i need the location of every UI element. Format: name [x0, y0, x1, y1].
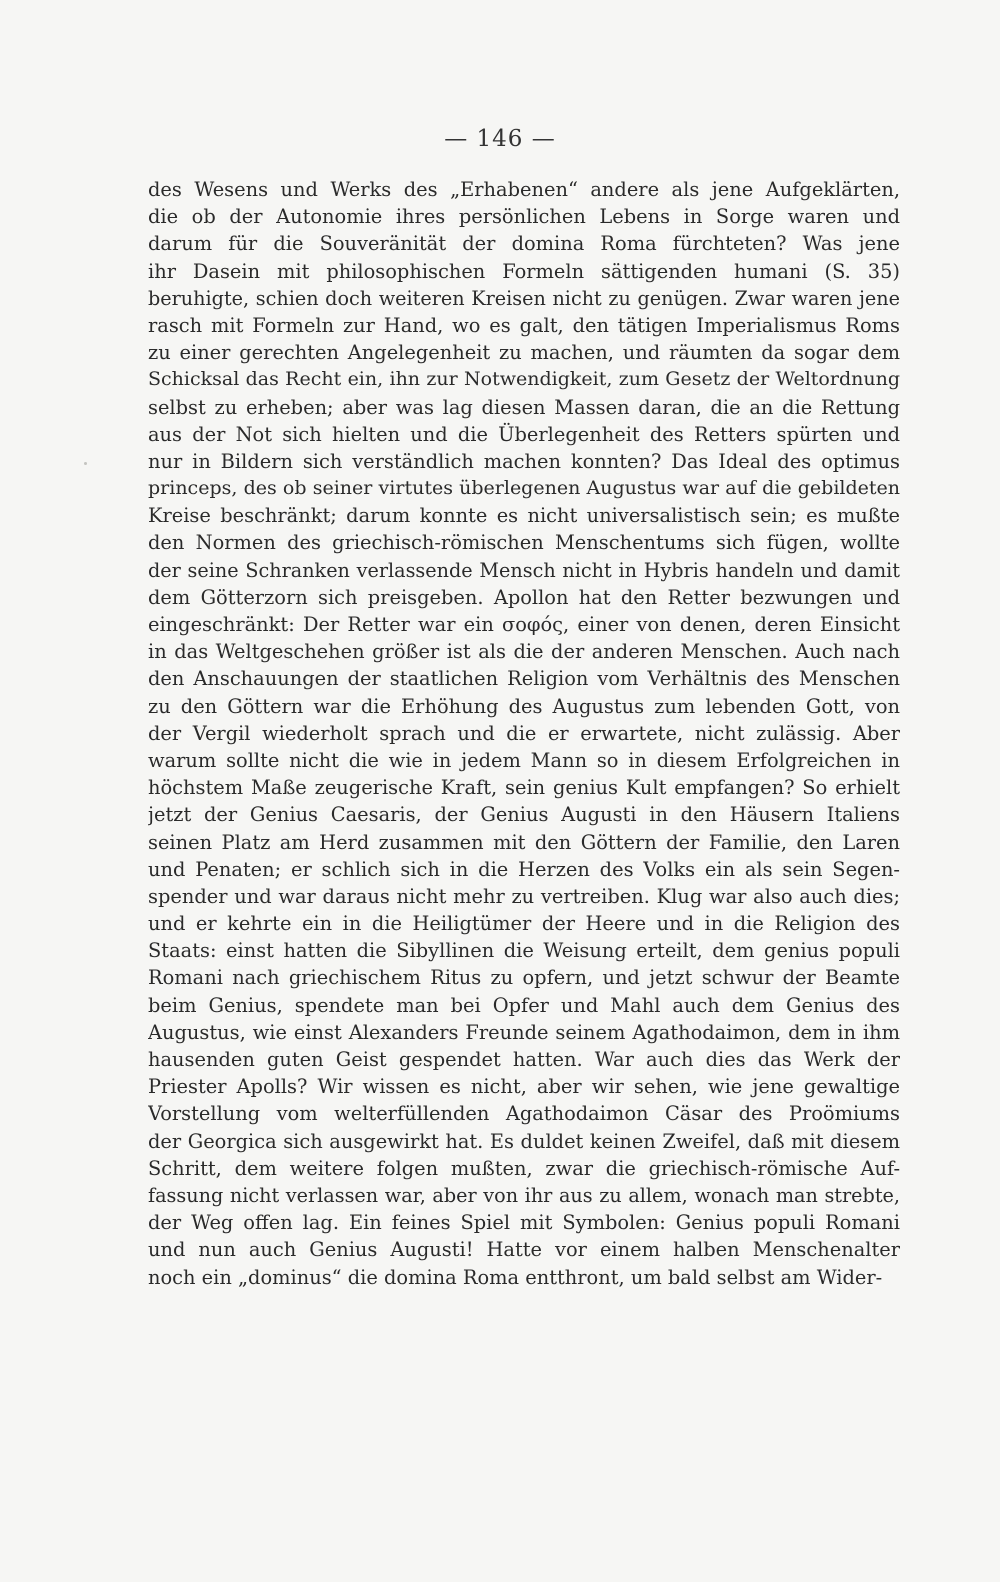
text-line: hausenden guten Geist gespendet hatten. War auch dies das Werk der [148, 1048, 900, 1071]
text-line: der Weg offen lag. Ein feines Spiel mit Symbolen: Genius populi Romani [148, 1211, 900, 1235]
text-line: beruhigte, schien doch weiteren Kreisen nicht zu genügen. Zwar waren jene [148, 286, 900, 310]
scan-speck [84, 462, 87, 465]
text-line: und Penaten; er schlich sich in die Herzen des Volks ein als sein Segen- [148, 857, 900, 881]
text-line: eingeschränkt: Der Retter war ein σοφός, einer von denen, deren Einsicht [148, 613, 900, 636]
text-line: selbst zu erheben; aber was lag diesen Massen daran, die an die Rettung [148, 395, 900, 419]
text-line: und er kehrte ein in die Heiligtümer der Heere und in die Religion des [148, 912, 900, 936]
text-line: fassung nicht verlassen war, aber von ihr aus zu allem, wonach man strebte, [148, 1183, 900, 1207]
text-line: dem Götterzorn sich preisgeben. Apollon hat den Retter bezwungen und [148, 585, 900, 609]
text-line: Romani nach griechischem Ritus zu opfern, und jetzt schwur der Beamte [148, 966, 900, 990]
text-line: nur in Bildern sich verständlich machen konnten? Das Ideal des optimus [148, 449, 900, 473]
text-line: und nun auch Genius Augusti! Hatte vor einem halben Menschenalter [148, 1238, 900, 1262]
text-line: Augustus, wie einst Alexanders Freunde seinem Agathodaimon, dem in ihm [148, 1020, 900, 1044]
text-line: der Georgica sich ausgewirkt hat. Es duldet keinen Zweifel, daß mit diesem [148, 1129, 900, 1153]
text-line: die ob der Autonomie ihres persönlichen Lebens in Sorge waren und [148, 205, 900, 229]
text-line: darum für die Souveränität der domina Roma fürchteten? Was jene [148, 232, 900, 256]
text-line: zu den Göttern war die Erhöhung des Augustus zum lebenden Gott, von [148, 694, 900, 718]
text-line: den Anschauungen der staatlichen Religion vom Verhältnis des Menschen [148, 667, 900, 691]
text-line: höchstem Maße zeugerische Kraft, sein genius Kult empfangen? So erhielt [148, 776, 900, 800]
text-line: des Wesens und Werks des „Erhabenen“ andere als jene Aufgeklärten, [148, 178, 900, 201]
text-line: jetzt der Genius Caesaris, der Genius Augusti in den Häusern Italiens [148, 803, 900, 827]
text-line: beim Genius, spendete man bei Opfer und Mahl auch dem Genius des [148, 993, 900, 1017]
text-line: Schicksal das Recht ein, ihn zur Notwendigkeit, zum Gesetz der Weltordnung [148, 368, 900, 391]
text-line: rasch mit Formeln zur Hand, wo es galt, den tätigen Imperialismus Roms [148, 313, 900, 337]
text-line: aus der Not sich hielten und die Überlegenheit des Retters spürten und [148, 422, 900, 446]
text-line: seinen Platz am Herd zusammen mit den Göttern der Familie, den Laren [148, 830, 900, 854]
text-line: princeps, des ob seiner virtutes überlegenen Augustus war auf die gebildeten [148, 477, 900, 500]
text-line: warum sollte nicht die wie in jedem Mann so in diesem Erfolgreichen in [148, 748, 900, 772]
text-line: in das Weltgeschehen größer ist als die der anderen Menschen. Auch nach [148, 640, 900, 664]
text-line: der Vergil wiederholt sprach und die er erwartete, nicht zulässig. Aber [148, 721, 900, 745]
text-line: noch ein „dominus“ die domina Roma entthront, um bald selbst am Wider- [148, 1265, 883, 1289]
text-line: Kreise beschränkt; darum konnte es nicht universalistisch sein; es mußte [148, 504, 900, 528]
text-line: Priester Apolls? Wir wissen es nicht, aber wir sehen, wie jene gewaltige [148, 1075, 900, 1099]
text-line: Schritt, dem weitere folgen mußten, zwar die griechisch-römische Auf- [148, 1156, 900, 1180]
text-line: der seine Schranken verlassende Mensch nicht in Hybris handeln und damit [148, 558, 900, 582]
page-number: — 146 — [444, 126, 556, 152]
text-line: ihr Dasein mit philosophischen Formeln sättigenden humani (S. 35) [148, 259, 900, 283]
text-line: Staats: einst hatten die Sibyllinen die Weisung erteilt, dem genius populi [148, 939, 900, 963]
text-line: spender und war daraus nicht mehr zu vertreiben. Klug war also auch dies; [148, 884, 900, 908]
body-text [148, 176, 900, 1291]
text-line: zu einer gerechten Angelegenheit zu machen, und räumten da sogar dem [148, 341, 900, 365]
text-line: Vorstellung vom welterfüllenden Agathodaimon Cäsar des Proömiums [148, 1102, 900, 1126]
text-line: den Normen des griechisch-römischen Menschentums sich fügen, wollte [148, 531, 900, 555]
